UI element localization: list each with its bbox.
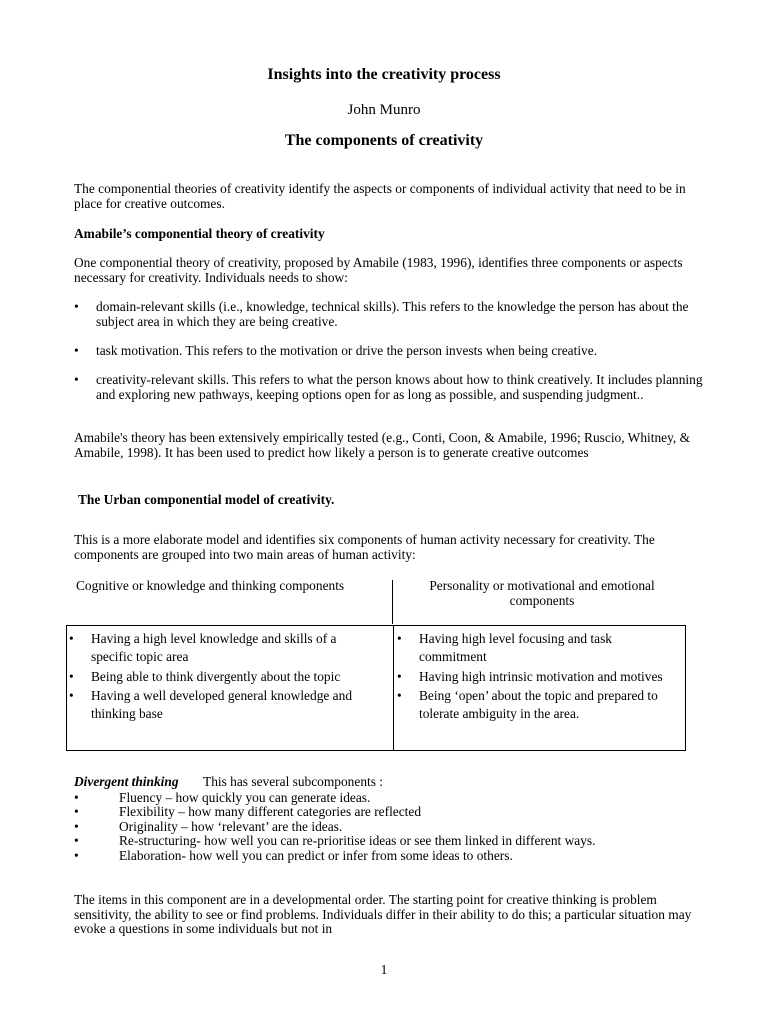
list-item [395, 668, 681, 686]
list-item-text: Having a well developed general knowledge and thinking base [91, 688, 353, 722]
intro-paragraph: The componential theories of creativity identify the aspects or components of individual activity that need to be in place for creative outcomes. [74, 181, 686, 211]
cognitive-components-cell [67, 630, 381, 725]
bullet-icon: • [397, 668, 402, 684]
page-number: 1 [380, 962, 388, 977]
bullet-icon: • [74, 833, 79, 849]
list-item [395, 687, 681, 723]
bullet-icon: • [397, 688, 402, 704]
divergent-thinking-label: Divergent thinking [74, 774, 179, 789]
amabile-bullet-3 [74, 373, 714, 402]
author-name: John Munro [347, 102, 421, 118]
urban-heading: The Urban componential model of creativity. [78, 492, 335, 507]
bullet-icon: • [74, 343, 79, 358]
list-item-text: Having a high level knowledge and skills of a specific topic area [91, 631, 337, 664]
list-item [74, 805, 714, 819]
table-column-divider [393, 626, 394, 750]
list-item [67, 668, 381, 686]
bullet-icon: • [74, 299, 79, 314]
list-item [74, 820, 714, 834]
list-item-text: Elaboration- how well you can predict or infer from some ideas to others. [119, 847, 513, 863]
bullet-text: creativity-relevant skills. This refers to what the person knows about how to think creatively. It includes planning and exploring new pathways, keeping options open for as long as possible, and suspending judgment.. [96, 372, 703, 402]
list-item [74, 849, 714, 863]
list-item [74, 791, 714, 805]
bullet-icon: • [69, 688, 74, 704]
bullet-icon: • [74, 804, 79, 820]
bullet-icon: • [397, 631, 402, 646]
divergent-thinking-heading [74, 774, 383, 790]
section-title: The components of creativity [284, 132, 484, 149]
bullet-icon: • [74, 847, 79, 863]
bullet-icon: • [74, 372, 79, 387]
cognitive-column-header: Cognitive or knowledge and thinking components [76, 578, 345, 593]
list-item-text: Being able to think divergently about the topic [91, 668, 341, 684]
list-item-text: Being ‘open’ about the topic and prepared to tolerate ambiguity in the area. [419, 688, 658, 722]
bullet-text: domain-relevant skills (i.e., knowledge, technical skills). This refers to the knowledge the person has about the subject area in which they are being creative. [96, 299, 689, 329]
personality-column-header: Personality or motivational and emotional components [429, 578, 655, 608]
closing-paragraph: The items in this component are in a developmental order. The starting point for creative thinking is problem sensitivity, the ability to see or find problems. Individuals differ in their ability to do this; a particular situation may evoke a questions in some individuals but not in [74, 892, 692, 937]
list-item-text: Fluency – how quickly you can generate ideas. [119, 790, 371, 805]
list-item [74, 834, 634, 848]
list-item [67, 630, 381, 666]
personality-components-cell [395, 630, 681, 725]
bullet-icon: • [74, 818, 79, 834]
document-title: Insights into the creativity process [267, 66, 501, 83]
divergent-thinking-text: This has several subcomponents : [203, 774, 384, 789]
list-item-text: Having high intrinsic motivation and motives [419, 668, 663, 684]
column-divider [392, 580, 393, 624]
list-item-text: Having high level focusing and task commitment [419, 631, 613, 664]
amabile-bullet-2 [74, 344, 714, 359]
list-item-text: Originality – how ‘relevant’ are the ideas. [119, 818, 343, 834]
list-item [67, 687, 381, 723]
list-item [395, 630, 681, 666]
amabile-heading: Amabile’s componential theory of creativity [74, 226, 325, 241]
bullet-icon: • [69, 668, 74, 684]
components-table [66, 625, 686, 751]
amabile-bullet-1 [74, 300, 714, 329]
list-item-text: Flexibility – how many different categories are reflected [119, 804, 422, 820]
list-item-text: Re-structuring- how well you can re-prioritise ideas or see them linked in different ways. [119, 833, 596, 849]
bullet-icon: • [69, 631, 74, 646]
bullet-icon: • [74, 790, 79, 805]
urban-intro-paragraph: This is a more elaborate model and identifies six components of human activity necessary for creativity. The components are grouped into two main areas of human activity: [74, 532, 655, 562]
amabile-tested-paragraph: Amabile's theory has been extensively empirically tested (e.g., Conti, Coon, & Amabile, 1996; Ruscio, Whitney, & Amabile, 1998). It has been used to predict how likely a person is to generate creative outcomes [74, 430, 691, 460]
divergent-subcomponents-list [74, 791, 714, 863]
bullet-text: task motivation. This refers to the motivation or drive the person invests when being creative. [96, 343, 598, 358]
amabile-intro-paragraph: One componential theory of creativity, proposed by Amabile (1983, 1996), identifies three components or aspects necessary for creativity. Individuals needs to show: [74, 255, 683, 285]
